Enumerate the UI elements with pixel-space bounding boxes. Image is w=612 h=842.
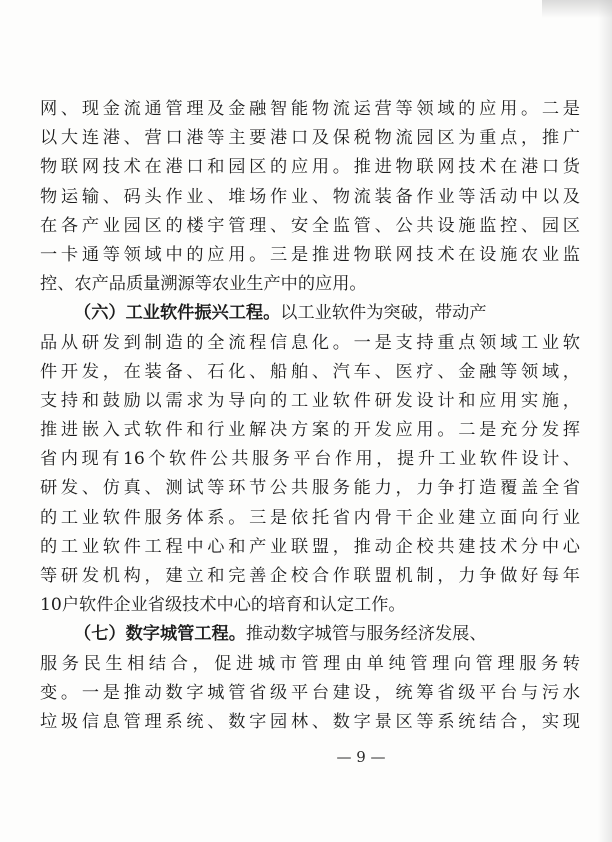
body-line: 等研发机构，建立和完善企校合作联盟机制，力争做好每年: [40, 566, 580, 586]
body-line: 垃圾信息管理系统、数字园林、数字景区等系统结合，实现: [40, 711, 580, 732]
scan-shadow-corner: [542, 0, 612, 18]
section-7-first-line-text: 推动数字城管与服务经济发展、: [245, 624, 487, 645]
body-line: 服务民生相结合，促进城市管理由单纯管理向管理服务转: [40, 653, 580, 674]
section-6-first-line: [40, 299, 580, 328]
body-line: 一卡通等领域中的应用。三是推进物联网技术在设施农业监: [40, 244, 580, 265]
section-6-first-line-text: 以工业软件为突破，带动产: [280, 303, 487, 324]
body-line: 以大连港、营口港等主要港口及保税物流园区为重点，推广: [40, 128, 580, 149]
document-body: [40, 95, 580, 737]
body-line: 支持和鼓励以需求为导向的工业软件研发设计和应用实施，: [40, 390, 580, 411]
body-line: 研发、仿真、测试等环节公共服务能力，力争打造覆盖全省: [40, 478, 580, 499]
body-line: 10户软件企业省级技术中心的培育和认定工作。: [40, 595, 406, 616]
scan-shadow-edge: [598, 0, 612, 842]
page-number: — 9 —: [336, 748, 386, 766]
section-7-heading: （七）数字城管工程。: [74, 624, 246, 645]
body-line: 控、农产品质量溯源等农业生产中的应用。: [40, 274, 367, 295]
body-line: 物联网技术在港口和园区的应用。推进物联网技术在港口货: [40, 157, 580, 178]
body-line: 品从研发到制造的全流程信息化。一是支持重点领域工业软: [40, 332, 580, 353]
body-line: 的工业软件工程中心和产业联盟，推动企校共建技术分中心: [40, 536, 580, 557]
section-6-heading: （六）工业软件振兴工程。: [74, 303, 281, 324]
body-line: 物运输、码头作业、堆场作业、物流装备作业等活动中以及: [40, 186, 580, 207]
body-line: 推进嵌入式软件和行业解决方案的开发应用。二是充分发挥: [40, 420, 580, 441]
body-line: 变。一是推动数字城管省级平台建设，统筹省级平台与污水: [40, 682, 580, 703]
body-line: 省内现有16个软件公共服务平台作用，提升工业软件设计、: [40, 449, 580, 470]
body-line: 网、现金流通管理及金融智能物流运营等领域的应用。二是: [40, 99, 580, 119]
body-line: 的工业软件服务体系。三是依托省内骨干企业建立面向行业: [40, 507, 580, 528]
body-line: 件开发，在装备、石化、船舶、汽车、医疗、金融等领域，: [40, 361, 580, 382]
section-7-first-line: [40, 620, 580, 649]
body-line: 在各产业园区的楼宇管理、安全监管、公共设施监控、园区: [40, 215, 580, 236]
